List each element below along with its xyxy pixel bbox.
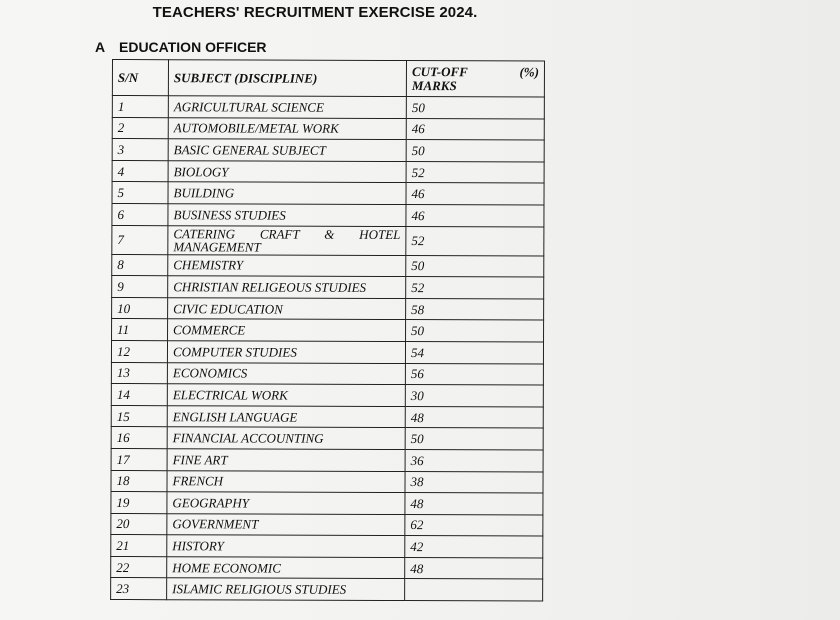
row-mark: 36 bbox=[405, 449, 543, 471]
row-sn: 9 bbox=[112, 276, 168, 298]
row-subject: FINE ART bbox=[167, 449, 405, 471]
table-row bbox=[112, 225, 544, 256]
row-mark: 42 bbox=[405, 536, 543, 558]
row-subject-line1: CATERING CRAFT & HOTEL bbox=[173, 225, 401, 242]
row-mark: 50 bbox=[405, 428, 543, 450]
row-subject: COMPUTER STUDIES bbox=[167, 341, 405, 363]
table-row bbox=[112, 254, 544, 277]
row-subject: HOME ECONOMIC bbox=[167, 557, 405, 579]
row-subject: ENGLISH LANGUAGE bbox=[167, 405, 405, 427]
table-row bbox=[111, 535, 543, 558]
cutoff-table-container bbox=[112, 59, 545, 600]
table-header-row bbox=[112, 60, 544, 98]
row-subject: FRENCH bbox=[167, 470, 405, 492]
row-sn: 6 bbox=[112, 203, 168, 225]
table-row bbox=[111, 340, 543, 363]
header-cutoff-marks: MARKS bbox=[411, 78, 457, 94]
row-subject: GOVERNMENT bbox=[167, 513, 405, 535]
row-sn: 15 bbox=[111, 405, 167, 427]
table-row bbox=[111, 470, 543, 493]
row-mark: 50 bbox=[406, 97, 544, 119]
row-mark: 52 bbox=[406, 161, 544, 183]
row-mark: 38 bbox=[405, 471, 543, 493]
row-mark: 58 bbox=[406, 298, 544, 320]
table-row bbox=[112, 203, 544, 226]
row-mark: 46 bbox=[406, 204, 544, 226]
table-row bbox=[111, 384, 543, 407]
table-row bbox=[111, 578, 543, 601]
row-sn: 20 bbox=[111, 513, 167, 535]
row-sn: 18 bbox=[111, 470, 167, 492]
row-mark: 50 bbox=[406, 140, 544, 162]
row-subject: ECONOMICS bbox=[167, 362, 405, 384]
row-sn: 22 bbox=[111, 556, 167, 578]
row-subject: CHRISTIAN RELIGEOUS STUDIES bbox=[168, 276, 406, 298]
table-row bbox=[111, 556, 543, 579]
table-row bbox=[111, 448, 543, 471]
row-subject-line2: MANAGEMENT bbox=[173, 238, 261, 255]
row-subject: AGRICULTURAL SCIENCE bbox=[168, 96, 406, 118]
row-mark: 56 bbox=[405, 363, 543, 385]
table-row bbox=[112, 319, 544, 342]
header-cutoff bbox=[406, 61, 544, 97]
row-subject: COMMERCE bbox=[168, 319, 406, 341]
row-mark: 54 bbox=[405, 341, 543, 363]
cutoff-marks-table bbox=[110, 59, 545, 602]
row-mark: 48 bbox=[405, 493, 543, 515]
row-mark: 50 bbox=[406, 320, 544, 342]
row-sn: 11 bbox=[112, 319, 168, 341]
row-sn: 7 bbox=[112, 225, 168, 254]
header-subject: SUBJECT (DISCIPLINE) bbox=[168, 60, 406, 97]
row-subject: GEOGRAPHY bbox=[167, 492, 405, 514]
table-row bbox=[112, 297, 544, 320]
section-heading bbox=[95, 39, 267, 55]
row-mark: 52 bbox=[406, 277, 544, 299]
row-mark: 48 bbox=[405, 557, 543, 579]
row-mark: 46 bbox=[406, 118, 544, 140]
row-subject: ELECTRICAL WORK bbox=[167, 384, 405, 406]
header-sn: S/N bbox=[112, 60, 168, 96]
table-row bbox=[112, 182, 544, 205]
table-row bbox=[111, 492, 543, 515]
row-sn: 21 bbox=[111, 535, 167, 557]
row-subject: CHEMISTRY bbox=[168, 254, 406, 276]
table-row bbox=[111, 513, 543, 536]
row-subject: FINANCIAL ACCOUNTING bbox=[167, 427, 405, 449]
row-subject: CIVIC EDUCATION bbox=[168, 297, 406, 319]
row-sn: 13 bbox=[111, 362, 167, 384]
table-row bbox=[112, 117, 544, 140]
section-letter: A bbox=[95, 39, 106, 55]
row-sn: 4 bbox=[112, 160, 168, 182]
row-sn: 2 bbox=[112, 117, 168, 139]
row-mark: 50 bbox=[406, 255, 544, 277]
row-subject: AUTOMOBILE/METAL WORK bbox=[168, 117, 406, 139]
row-sn: 8 bbox=[112, 254, 168, 276]
row-subject: BIOLOGY bbox=[168, 160, 406, 182]
table-row bbox=[112, 96, 544, 119]
row-sn: 12 bbox=[111, 340, 167, 362]
row-mark: 62 bbox=[405, 514, 543, 536]
table-row bbox=[111, 427, 543, 450]
row-sn: 5 bbox=[112, 182, 168, 204]
row-subject: BUILDING bbox=[168, 182, 406, 204]
row-mark: 52 bbox=[406, 226, 544, 255]
table-row bbox=[112, 139, 544, 162]
row-sn: 16 bbox=[111, 427, 167, 449]
row-subject bbox=[168, 225, 406, 255]
row-sn: 17 bbox=[111, 448, 167, 470]
row-subject: ISLAMIC RELIGIOUS STUDIES bbox=[167, 578, 405, 600]
row-mark: 30 bbox=[405, 385, 543, 407]
row-subject: HISTORY bbox=[167, 535, 405, 557]
table-row bbox=[111, 362, 543, 385]
section-title: EDUCATION OFFICER bbox=[119, 39, 267, 55]
row-subject: BASIC GENERAL SUBJECT bbox=[168, 139, 406, 161]
table-row bbox=[111, 405, 543, 428]
row-subject: BUSINESS STUDIES bbox=[168, 204, 406, 226]
row-sn: 3 bbox=[112, 139, 168, 161]
table-row bbox=[112, 160, 544, 183]
table-row bbox=[112, 276, 544, 299]
row-sn: 10 bbox=[112, 297, 168, 319]
row-mark: 46 bbox=[406, 183, 544, 205]
row-sn: 23 bbox=[111, 578, 167, 600]
header-cutoff-unit: (%) bbox=[519, 64, 539, 80]
row-mark: 48 bbox=[405, 406, 543, 428]
row-sn: 1 bbox=[112, 96, 168, 118]
row-sn: 19 bbox=[111, 492, 167, 514]
header-cutoff-label: CUT-OFF bbox=[411, 64, 468, 80]
document-title: TEACHERS' RECRUITMENT EXERCISE 2024. bbox=[152, 4, 478, 21]
row-mark bbox=[405, 579, 543, 601]
row-sn: 14 bbox=[111, 384, 167, 406]
